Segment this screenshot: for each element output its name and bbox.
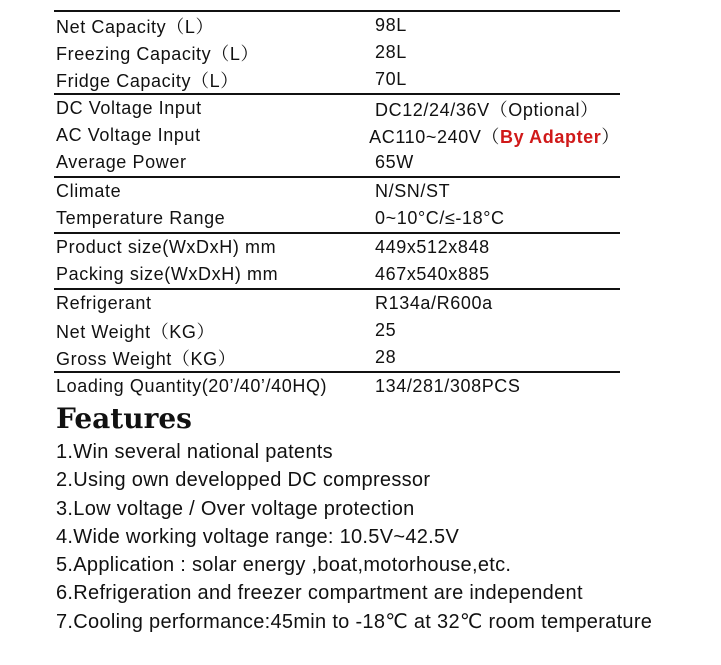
spec-group-size xyxy=(54,234,620,288)
spec-label: Gross Weight（KG） xyxy=(56,348,237,369)
spec-group-loading xyxy=(54,373,620,400)
spec-value: 449x512x848 xyxy=(375,237,490,257)
spec-group-power xyxy=(54,95,620,176)
list-item: 3.Low voltage / Over voltage protection xyxy=(56,497,415,520)
table-row xyxy=(54,39,620,66)
spec-value-highlight: By Adapter xyxy=(500,126,602,147)
spec-value-main: AC110~240V（ xyxy=(369,126,501,147)
list-item: 5.Application : solar energy ,boat,motorhouse,etc. xyxy=(56,554,512,577)
spec-value: N/SN/ST xyxy=(375,181,451,201)
spec-table xyxy=(54,10,620,400)
spec-group-climate xyxy=(54,178,620,232)
table-row xyxy=(54,66,620,93)
list-item: 6.Refrigeration and freezer compartment are independent xyxy=(56,582,583,605)
spec-label: Net Weight（KG） xyxy=(56,321,216,342)
table-row xyxy=(54,12,620,39)
spec-label: DC Voltage Input xyxy=(56,98,202,118)
spec-label: Product size(WxDxH) mm xyxy=(56,237,277,257)
spec-value: 467x540x885 xyxy=(375,264,490,284)
features-section xyxy=(54,400,714,636)
spec-label: AC Voltage Input xyxy=(56,125,201,145)
spec-value: DC12/24/36V（Optional） xyxy=(375,99,599,120)
spec-value: 28L xyxy=(375,42,407,62)
spec-value: 65W xyxy=(375,152,414,172)
spec-label: Loading Quantity(20’/40’/40HQ) xyxy=(56,376,328,396)
spec-label: Refrigerant xyxy=(56,293,152,313)
spec-value: R134a/R600a xyxy=(375,293,493,313)
list-item: 4.Wide working voltage range: 10.5V~42.5V xyxy=(56,525,460,548)
table-row xyxy=(54,290,620,317)
spec-value: 25 xyxy=(375,320,397,340)
spec-value: 70L xyxy=(375,69,407,89)
table-row xyxy=(54,95,620,122)
table-row xyxy=(54,317,620,344)
spec-value xyxy=(369,123,620,149)
spec-label: Temperature Range xyxy=(56,208,226,228)
list-item: 7.Cooling performance:45min to -18℃ at 32℃ room temperature xyxy=(56,610,653,633)
list-item: 2.Using own developped DC compressor xyxy=(56,469,431,492)
table-row xyxy=(54,344,620,371)
table-row xyxy=(54,373,620,400)
spec-label: Freezing Capacity（L） xyxy=(56,43,260,64)
table-row xyxy=(54,205,620,232)
table-row xyxy=(54,149,620,176)
spec-group-weight xyxy=(54,290,620,371)
features-heading: Features xyxy=(56,402,192,435)
spec-value: 134/281/308PCS xyxy=(375,376,521,396)
table-row xyxy=(54,261,620,288)
spec-label: Fridge Capacity（L） xyxy=(56,70,239,91)
spec-value: 98L xyxy=(375,15,407,35)
spec-group-capacity xyxy=(54,12,620,93)
spec-label: Packing size(WxDxH) mm xyxy=(56,264,279,284)
table-row xyxy=(54,122,620,149)
spec-value: 28 xyxy=(375,347,397,367)
table-row xyxy=(54,234,620,261)
spec-value: 0~10°C/≤-18°C xyxy=(375,208,505,228)
spec-label: Net Capacity（L） xyxy=(56,16,215,37)
spec-label: Climate xyxy=(56,181,122,201)
list-item: 1.Win several national patents xyxy=(56,441,333,463)
table-row xyxy=(54,178,620,205)
spec-label: Average Power xyxy=(56,152,187,172)
spec-value-suffix: ） xyxy=(601,126,620,147)
